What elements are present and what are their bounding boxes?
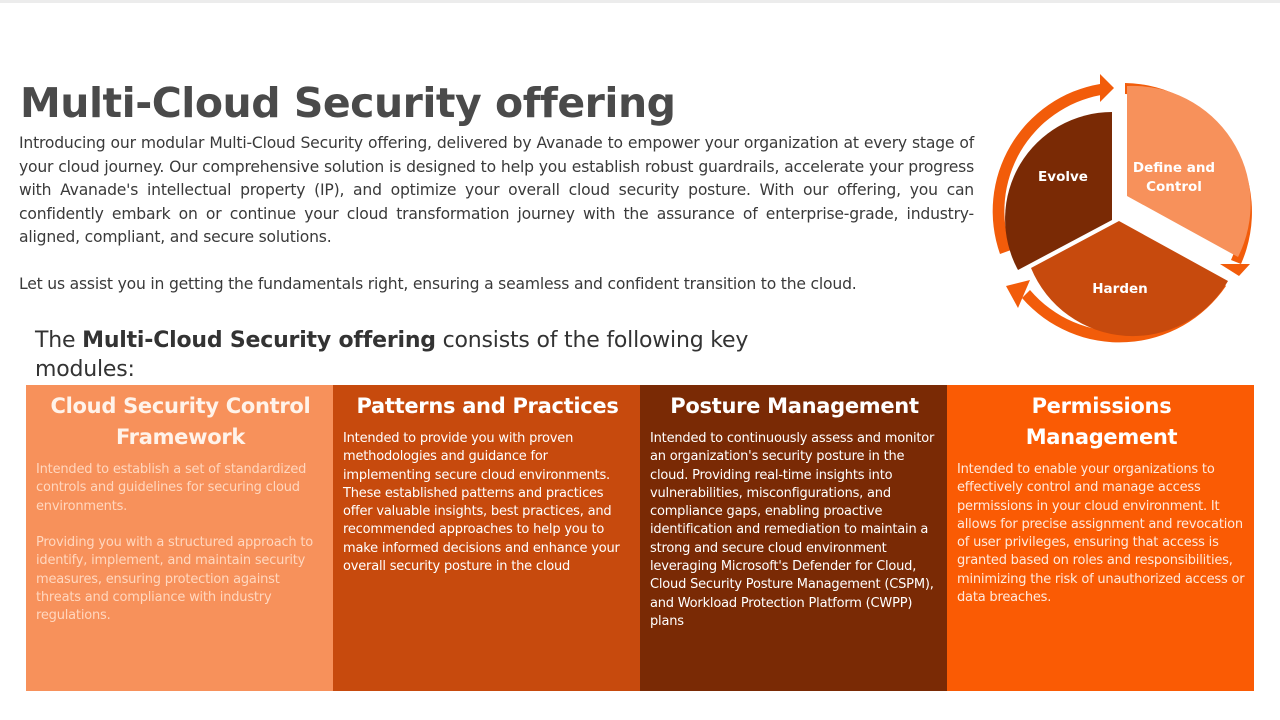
cycle-arrowhead-left	[1100, 74, 1114, 102]
cycle-diagram	[982, 74, 1260, 354]
modules-heading	[35, 326, 795, 384]
cycle-label-define-line1: Define and	[1132, 160, 1216, 176]
modules-heading-prefix: The	[35, 328, 83, 353]
module-description: Intended to provide you with proven methodologies and guidance for implementing secure cloud environments. These established patterns and practices offer valuable insights, best practices, and recommended approaches to help you to make informed decisions and enhance your overall security posture in the cloud	[343, 431, 620, 575]
cycle-label-harden: Harden	[1092, 281, 1148, 297]
modules-row	[26, 385, 1254, 691]
top-border	[0, 0, 1280, 3]
intro-paragraph: Introducing our modular Multi-Cloud Security offering, delivered by Avanade to empower your organization at every stage of your cloud journey. Our comprehensive solution is designed to help you establish robust guardrails, accelerate your progress with Avanade's intellectual property (IP), and optimize your overall cloud security posture. With our offering, you can confidently embark on or continue your cloud transformation journey with the assurance of enterprise-grade, industry-aligned, compliant, and secure solutions.	[19, 134, 974, 246]
module-description: Intended to enable your organizations to effectively control and manage access permissions in your cloud environment. It allows for precise assignment and revocation of user privileges, ensuring that access is granted based on roles and responsibilities, minimizing the risk of unauthorized access or data breaches.	[957, 462, 1245, 606]
module-title: Patterns and Practices	[356, 394, 619, 418]
module-description: Intended to establish a set of standardized controls and guidelines for securing cloud environments. Providing you with a structured approach to identify, implement, and maintain security measures, ensuring protection against threats and compliance with industry regulations.	[36, 462, 314, 624]
module-title: Permissions Management	[1025, 394, 1178, 449]
module-patterns-and-practices	[333, 385, 640, 691]
module-description: Intended to continuously assess and monitor an organization's security posture in the cloud. Providing real-time insights into vulnerabilities, misconfigurations, and compliance gaps, enabling proactive identification and remediation to maintain a strong and secure cloud environment leveraging Microsoft's Defender for Cloud, Cloud Security Posture Management (CSPM), and Workload Protection Platform (CWPP) plans	[650, 431, 935, 629]
module-title: Cloud Security Control Framework	[50, 394, 311, 449]
module-posture-management	[640, 385, 947, 691]
cycle-label-define-line2: Control	[1146, 179, 1202, 195]
cycle-arrowhead-right	[1220, 264, 1250, 276]
page-title: Multi-Cloud Security offering	[20, 79, 676, 128]
intro-text	[19, 132, 974, 296]
module-title: Posture Management	[670, 394, 919, 418]
modules-heading-suffix: consists of the following key modules:	[35, 328, 749, 382]
cycle-label-evolve: Evolve	[1038, 169, 1088, 185]
module-cloud-security-control-framework	[26, 385, 333, 691]
module-permissions-management	[947, 385, 1254, 691]
modules-heading-bold: Multi-Cloud Security offering	[82, 328, 436, 353]
assist-paragraph: Let us assist you in getting the fundamentals right, ensuring a seamless and confident transition to the cloud.	[19, 274, 857, 293]
